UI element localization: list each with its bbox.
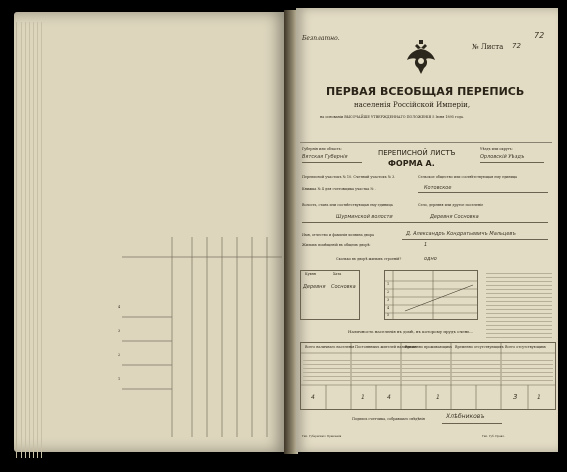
village-label: Село, деревня или другое поселеніе — [418, 203, 484, 207]
sheet-title: ПЕРЕПИСНОЙ ЛИСТЪ — [378, 149, 456, 157]
mini-left-value: Деревня — [303, 284, 326, 290]
sheet-label: № Листа — [472, 43, 504, 51]
mini-col2-header: Хата — [333, 272, 342, 276]
value-3: 4 — [387, 394, 391, 401]
household-mini-table-right — [384, 270, 478, 320]
sheet-number: 72 — [512, 42, 521, 50]
imperial-eagle-emblem — [406, 40, 436, 76]
printer-left: Тип. Губернскаго Правленія — [302, 435, 342, 438]
mini-row-3: 3 — [387, 298, 390, 302]
village-value: Деревня Сосновка — [430, 214, 479, 220]
pages-label: Сколько въ дворѣ жилыхъ строеній? — [336, 257, 402, 261]
form-label: ФОРМА А. — [388, 159, 435, 168]
volost-value: Шурминской волости — [336, 214, 393, 220]
pages-value: одно — [424, 256, 437, 262]
mini-table-lines — [385, 271, 477, 319]
district-label: Уѣздъ или округъ: — [480, 147, 513, 151]
district-value: Орловскій Уѣздъ — [480, 154, 525, 160]
province-label: Губернія или область: — [302, 147, 342, 151]
counter-line: Книжка № 4 для счетовщика участка № . — [302, 187, 376, 191]
col-temporary: Временно проживающихъ — [405, 345, 453, 349]
census-subtitle: населенія Россійской Имперіи, — [354, 101, 471, 109]
mini-col1-header: Кухня — [305, 272, 316, 276]
printer-right: Тип. Губ. Правл. — [482, 435, 505, 438]
owner-value: Д. Александръ Кондратьевичъ Мальцевъ — [406, 231, 516, 237]
value-4: 1 — [436, 394, 440, 401]
census-form-page — [296, 8, 558, 452]
column-instructions — [303, 357, 553, 381]
corner-number: 72 — [534, 31, 545, 40]
col-permanent: Постоянныхъ жителей наличныхъ — [355, 345, 418, 349]
col-absent-temp: Временно отсутствующихъ — [455, 345, 504, 349]
signature-label: Подпись счетчика, собравшаго свѣдѣнія — [352, 417, 425, 421]
signature-value: Хлѣбниковъ — [446, 413, 485, 420]
ruled-grid — [52, 237, 282, 437]
society-value: Котовское — [424, 185, 452, 191]
household-mini-table-left — [300, 270, 360, 320]
legal-basis: на основаніи ВЫСОЧАЙШЕ УТВЕРЖДЕННАГО ПОЛОЖЕНІЯ 5 Іюня 1895 года. — [320, 115, 465, 119]
col-absent-total: Всего отсутствующихъ — [505, 345, 547, 349]
left-page — [14, 12, 286, 452]
value-2: 1 — [361, 394, 365, 401]
mini-row-4: 4 — [387, 306, 390, 310]
mini-row-5: 5 — [387, 313, 390, 317]
mini-right-value: Сосновка — [331, 284, 356, 290]
census-district: Переписной участокъ № 10. Счетный участокъ № 3. — [302, 175, 396, 179]
rooms-value: 1 — [424, 242, 428, 248]
value-6: 1 — [537, 394, 541, 401]
page-edges — [16, 22, 47, 458]
volost-label: Волость, стань или соотвѣтствующая ему единица — [302, 203, 393, 207]
section-heading: Наличность населенія въ домѣ, въ которому прудъ очень... — [348, 329, 474, 334]
society-label: Сельское общество или соотвѣтствующая ему единица — [418, 175, 518, 179]
row-mark-3: 3 — [118, 329, 121, 333]
free-label: Безплатно. — [302, 35, 340, 42]
value-1: 4 — [311, 394, 315, 401]
owner-label: Имя, отчество и фамилія хозяина двора — [302, 233, 375, 237]
col-total-present: Всего наличнаго населенія — [305, 345, 355, 349]
census-book — [8, 4, 560, 466]
value-5: 3 — [513, 393, 518, 401]
row-mark-1: 1 — [118, 377, 121, 381]
houses-label: Жилыхъ помѣщеній въ общемъ дворѣ: — [302, 243, 371, 247]
instructions-text-block — [486, 270, 552, 340]
population-table — [300, 342, 556, 410]
row-mark-4: 4 — [118, 305, 121, 309]
census-title: ПЕРВАЯ ВСЕОБЩАЯ ПЕРЕПИСЬ — [326, 85, 525, 98]
mini-row-2: 2 — [387, 290, 390, 294]
mini-row-1: 1 — [387, 282, 390, 286]
row-mark-2: 2 — [118, 353, 121, 357]
province-value: Вятская Губернія — [302, 154, 348, 160]
